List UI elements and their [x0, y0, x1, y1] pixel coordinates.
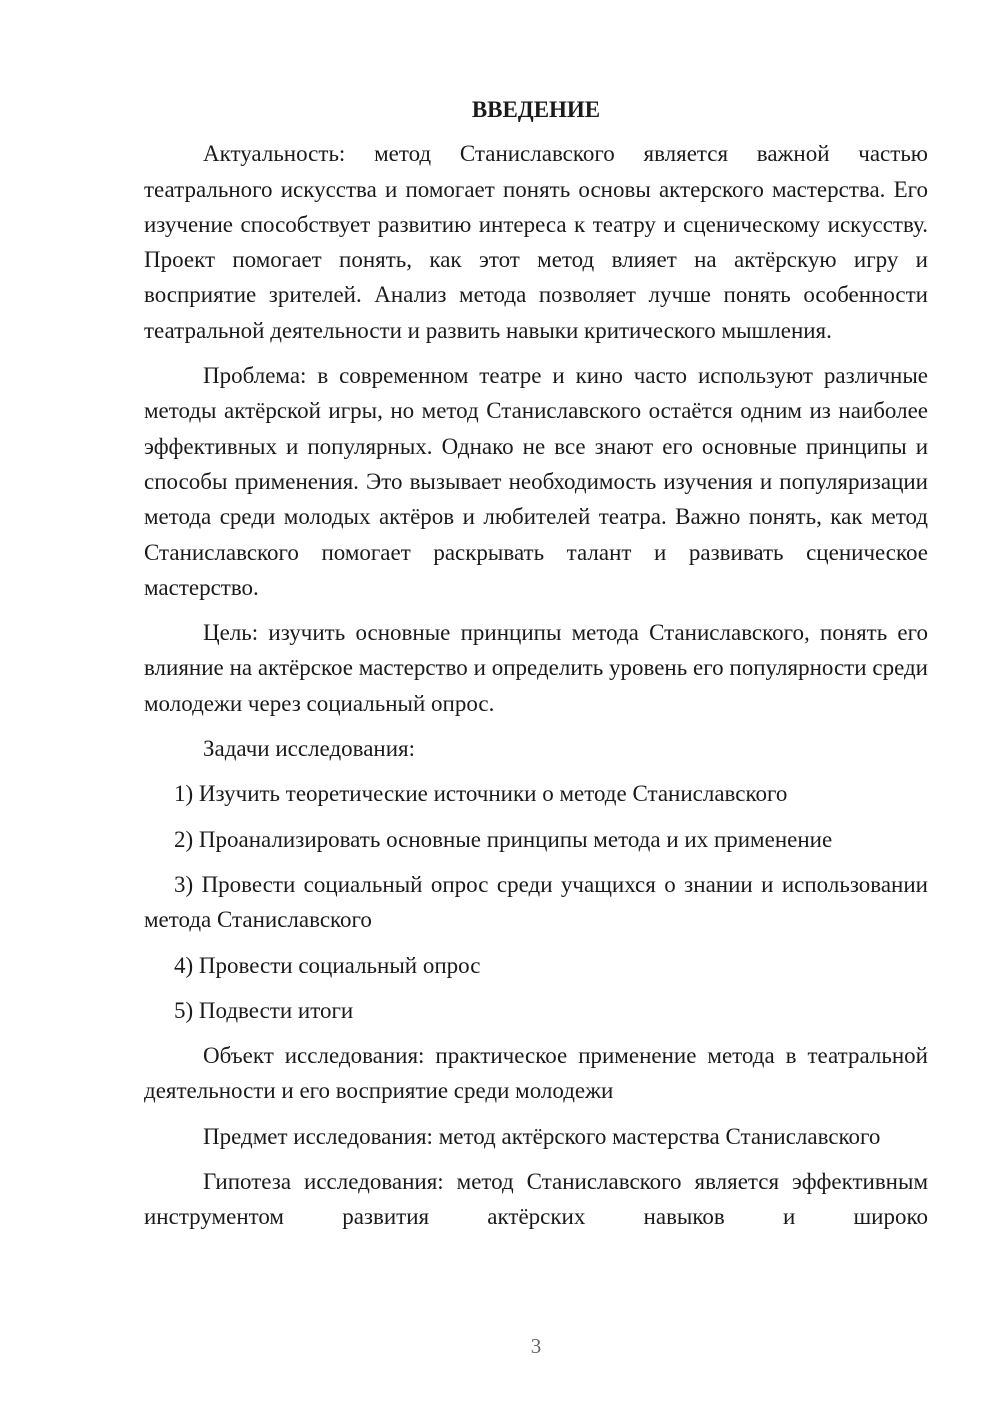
subject-paragraph: Предмет исследования: метод актёрского мастерства Станиславского — [203, 1123, 881, 1149]
section-title: ВВЕДЕНИЕ — [471, 97, 601, 122]
task-item-1: 1) Изучить теоретические источники о методе Станиславского — [174, 781, 788, 807]
goal-paragraph: Цель: изучить основные принципы метода Станиславского, понять его влияние на актёрское мастерство и определить уровень его популярности среди молодежи через социальный опрос. — [144, 620, 928, 716]
problem-paragraph: Проблема: в современном театре и кино часто используют различные методы актёрской игры, но метод Станиславского остаётся одним из наиболее эффективных и популярных. Однако не все знают его основные принципы и способы применения. Это вызывает необходимость изучения и популяризации метода среди молодых актёров и любителей театра. Важно понять, как метод Станиславского помогает раскрывать талант и развивать сценическое мастерство. — [144, 363, 928, 600]
object-paragraph: Объект исследования: практическое применение метода в театральной деятельности и его восприятие среди молодежи — [144, 1043, 928, 1104]
task-item-4: 4) Провести социальный опрос — [174, 952, 481, 978]
task-item-5: 5) Подвести итоги — [174, 997, 354, 1023]
tasks-heading: Задачи исследования: — [203, 736, 416, 762]
page-number: 3 — [530, 1334, 542, 1358]
task-item-3: 3) Провести социальный опрос среди учащихся о знании и использовании метода Станиславского — [144, 871, 928, 933]
page-body — [144, 92, 928, 1245]
relevance-paragraph: Актуальность: метод Станиславского является важной частью театрального искусства и помогает понять основы актерского мастерства. Его изучение способствует развитию интереса к театру и сценическому искусству. Проект помогает понять, как этот метод влияет на актёрскую игру и восприятие зрителей. Анализ метода позволяет лучше понять особенности театральной деятельности и развить навыки критического мышления. — [144, 141, 928, 343]
hypothesis-paragraph: Гипотеза исследования: метод Станиславского является эффективным инструментом развития актёрских навыков и широко — [144, 1169, 928, 1230]
task-item-2: 2) Проанализировать основные принципы метода и их применение — [174, 826, 833, 852]
